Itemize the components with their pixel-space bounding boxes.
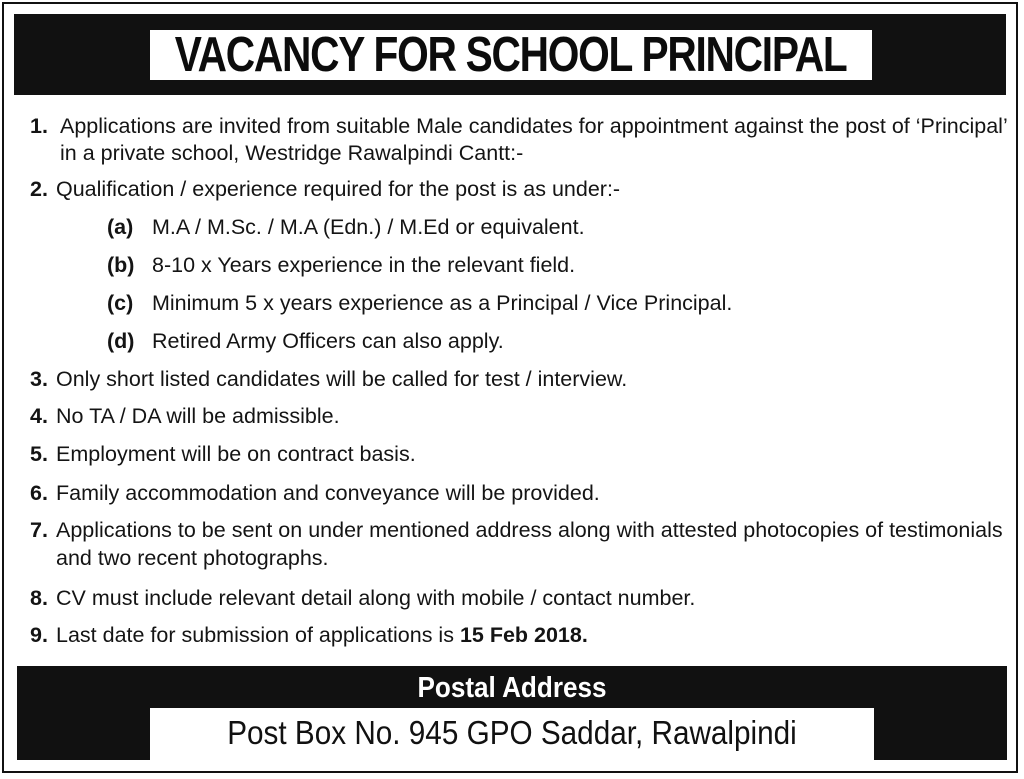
item-text: Family accommodation and conveyance will be provided. xyxy=(56,481,600,505)
list-item-8 xyxy=(30,585,695,611)
item-number: 7. xyxy=(30,518,48,542)
list-item-7-cont xyxy=(56,545,329,571)
item-text: Applications to be sent on under mentioned address along with attested photocopies of testimonials xyxy=(56,518,1003,542)
list-item-9 xyxy=(30,622,588,648)
item-number: 8. xyxy=(30,586,48,610)
list-item-1-cont xyxy=(60,140,523,166)
item-text: CV must include relevant detail along with mobile / contact number. xyxy=(56,586,696,610)
sub-item-letter: (d) xyxy=(107,329,135,353)
item-number: 6. xyxy=(30,481,48,505)
list-item-3 xyxy=(30,366,627,392)
item-number: 9. xyxy=(30,623,48,647)
item-text: Only short listed candidates will be called for test / interview. xyxy=(56,367,628,391)
list-item-6 xyxy=(30,480,600,506)
sub-item-c xyxy=(107,290,732,316)
sub-item-letter: (a) xyxy=(107,215,134,239)
item-number: 5. xyxy=(30,442,48,466)
sub-item-letter: (c) xyxy=(107,291,134,315)
sub-item-a xyxy=(107,214,585,240)
list-item-1 xyxy=(30,113,1008,139)
sub-item-text: 8-10 x Years experience in the relevant field. xyxy=(152,253,576,277)
page-title: VACANCY FOR SCHOOL PRINCIPAL xyxy=(175,28,847,82)
sub-item-text: M.A / M.Sc. / M.A (Edn.) / M.Ed or equivalent. xyxy=(152,215,585,239)
item-text: Applications are invited from suitable Male candidates for appointment against the post of ‘Principal’ xyxy=(60,114,1008,138)
item-text: Employment will be on contract basis. xyxy=(56,442,416,466)
sub-item-text: Minimum 5 x years experience as a Principal / Vice Principal. xyxy=(152,291,733,315)
item-text: in a private school, Westridge Rawalpindi Cantt:- xyxy=(60,141,524,165)
footer-heading: Postal Address xyxy=(417,672,607,704)
sub-item-letter: (b) xyxy=(107,253,135,277)
list-item-2 xyxy=(30,176,620,202)
sub-item-d xyxy=(107,328,504,354)
item-text: No TA / DA will be admissible. xyxy=(56,404,340,428)
deadline-date: 15 Feb 2018. xyxy=(459,623,588,647)
item-number: 2. xyxy=(30,177,48,201)
list-item-7 xyxy=(30,517,1003,543)
sub-item-text: Retired Army Officers can also apply. xyxy=(152,329,504,353)
item-number: 1. xyxy=(30,114,48,138)
list-item-4 xyxy=(30,403,340,429)
item-text: Last date for submission of applications is xyxy=(56,623,460,647)
item-text: and two recent photographs. xyxy=(56,546,329,570)
postal-address: Post Box No. 945 GPO Saddar, Rawalpindi xyxy=(227,714,797,751)
sub-item-b xyxy=(107,252,575,278)
item-text: Qualification / experience required for the post is as under:- xyxy=(56,177,621,201)
list-item-5 xyxy=(30,441,416,467)
item-number: 3. xyxy=(30,367,48,391)
item-number: 4. xyxy=(30,404,48,428)
